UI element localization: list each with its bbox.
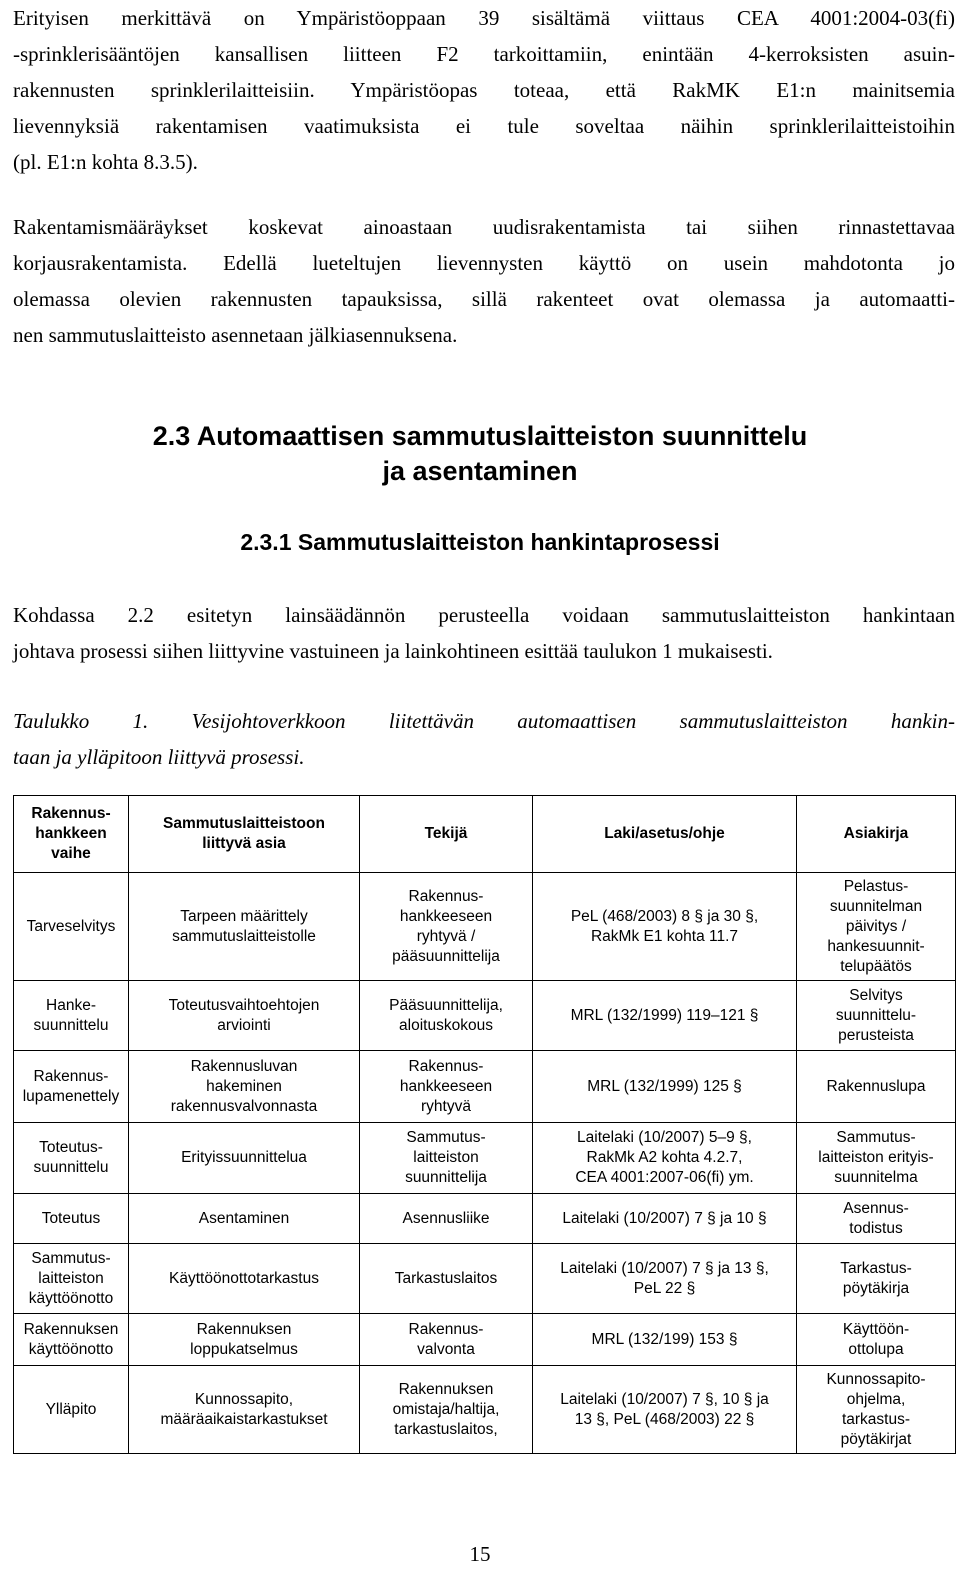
table-cell: Erityissuunnittelua [129,1123,360,1194]
table-cell: Tarpeen määrittely sammutuslaitteistolle [129,873,360,981]
table-cell: Pelastus- suunnitelman päivitys / hankesuunnit- telupäätös [797,873,956,981]
table-cell: Laitelaki (10/2007) 7 §, 10 § ja 13 §, PeL (468/2003) 22 § [533,1366,797,1454]
caption-line: Taulukko 1. Vesijohtoverkkoon liitettävän automaattisen sammutuslaitteiston hankin- [13,709,955,733]
table-cell: Laitelaki (10/2007) 7 § ja 13 §, PeL 22 § [533,1244,797,1314]
text-line: -sprinklerisääntöjen kansallisen liitteen F2 tarkoittamiin, enintään 4-kerroksisten asuin- [13,42,955,66]
intro-paragraph [13,0,955,180]
table-row [14,1123,956,1194]
text-line: lievennyksiä rakentamisen vaatimuksista ei tule soveltaa näihin sprinklerilaitteistoihin [13,114,955,138]
table-row [14,1366,956,1454]
table-cell: Kunnossapito- ohjelma, tarkastus- pöytäkirjat [797,1366,956,1454]
table-cell: Laitelaki (10/2007) 5–9 §, RakMk A2 kohta 4.2.7, CEA 4001:2007-06(fi) ym. [533,1123,797,1194]
text-line: korjausrakentamista. Edellä lueteltujen lievennysten käyttö on usein mahdotonta jo [13,251,955,275]
table-cell: Sammutus- laitteiston suunnittelija [360,1123,533,1194]
table-cell: MRL (132/1999) 125 § [533,1051,797,1123]
table-row [14,1244,956,1314]
caption-line: taan ja ylläpitoon liittyvä prosessi. [13,745,305,769]
table-cell: PeL (468/2003) 8 § ja 30 §, RakMk E1 kohta 11.7 [533,873,797,981]
section-heading-line2: ja asentaminen [382,456,578,486]
table-cell: Pääsuunnittelija, aloituskokous [360,981,533,1051]
table-cell: Kunnossapito, määräaikaistarkastukset [129,1366,360,1454]
table-cell: Rakennuksen omistaja/haltija, tarkastuslaitos, [360,1366,533,1454]
text-line: (pl. E1:n kohta 8.3.5). [13,150,198,174]
table-cell: Sammutus- laitteiston käyttöönotto [14,1244,129,1314]
table-cell: Asennusliike [360,1194,533,1244]
text-line: nen sammutuslaitteisto asennetaan jälkiasennuksena. [13,323,458,347]
table-row [14,1314,956,1366]
column-header: Tekijä [360,796,533,873]
table-cell: Rakennusluvan hakeminen rakennusvalvonnasta [129,1051,360,1123]
third-paragraph [13,597,955,669]
table-cell: Asentaminen [129,1194,360,1244]
table-cell: Käyttöön- ottolupa [797,1314,956,1366]
table-cell: Tarkastus- pöytäkirja [797,1244,956,1314]
column-header: Rakennus- hankkeen vaihe [14,796,129,873]
table-cell: Tarkastuslaitos [360,1244,533,1314]
table-row [14,1051,956,1123]
table-cell: Sammutus- laitteiston erityis- suunnitelma [797,1123,956,1194]
text-line: rakennusten sprinklerilaitteisiin. Ympäristöopas toteaa, että RakMK E1:n mainitsemia [13,78,955,102]
table-cell: MRL (132/1999) 119–121 § [533,981,797,1051]
column-header: Laki/asetus/ohje [533,796,797,873]
table-cell: Rakennuksen loppukatselmus [129,1314,360,1366]
table-cell: Asennus- todistus [797,1194,956,1244]
table-cell: Rakennus- valvonta [360,1314,533,1366]
table-cell: Rakennuksen käyttöönotto [14,1314,129,1366]
table-cell: Selvitys suunnittelu- perusteista [797,981,956,1051]
table-cell: Rakennuslupa [797,1051,956,1123]
table-caption [13,703,955,775]
page-number: 15 [469,1542,491,1566]
table-row [14,873,956,981]
table-cell: Laitelaki (10/2007) 7 § ja 10 § [533,1194,797,1244]
table-row [14,1194,956,1244]
table-cell: MRL (132/199) 153 § [533,1314,797,1366]
section-heading-line1: 2.3 Automaattisen sammutuslaitteiston suunnittelu [152,421,808,451]
text-line: Kohdassa 2.2 esitetyn lainsäädännön perusteella voidaan sammutuslaitteiston hankintaan [13,603,955,627]
table-cell: Tarveselvitys [14,873,129,981]
table-cell: Toteutus [14,1194,129,1244]
table-header-row [14,796,956,873]
table-cell: Hanke- suunnittelu [14,981,129,1051]
table-cell: Käyttöönottotarkastus [129,1244,360,1314]
table-row [14,981,956,1051]
column-header: Asiakirja [797,796,956,873]
table-cell: Toteutus- suunnittelu [14,1123,129,1194]
second-paragraph [13,209,955,353]
table-cell: Rakennus- lupamenettely [14,1051,129,1123]
text-line: olemassa olevien rakennusten tapauksissa, sillä rakenteet ovat olemassa ja automaatti- [13,287,955,311]
text-line: johtava prosessi siihen liittyvine vastuineen ja lainkohtineen esittää taulukon 1 mukaisesti. [13,639,773,663]
table-cell: Rakennus- hankkeeseen ryhtyvä [360,1051,533,1123]
column-header: Sammutuslaitteistoon liittyvä asia [129,796,360,873]
table-cell: Rakennus- hankkeeseen ryhtyvä / pääsuunnittelija [360,873,533,981]
process-table [13,795,956,1454]
text-line: Rakentamismääräykset koskevat ainoastaan uudisrakentamista tai siihen rinnastettavaa [13,215,955,239]
text-line: Erityisen merkittävä on Ympäristöoppaan 39 sisältämä viittaus CEA 4001:2004-03(fi) [13,6,955,30]
table-cell: Ylläpito [14,1366,129,1454]
subsection-heading: 2.3.1 Sammutuslaitteiston hankintaprosessi [240,529,720,555]
table-cell: Toteutusvaihtoehtojen arviointi [129,981,360,1051]
